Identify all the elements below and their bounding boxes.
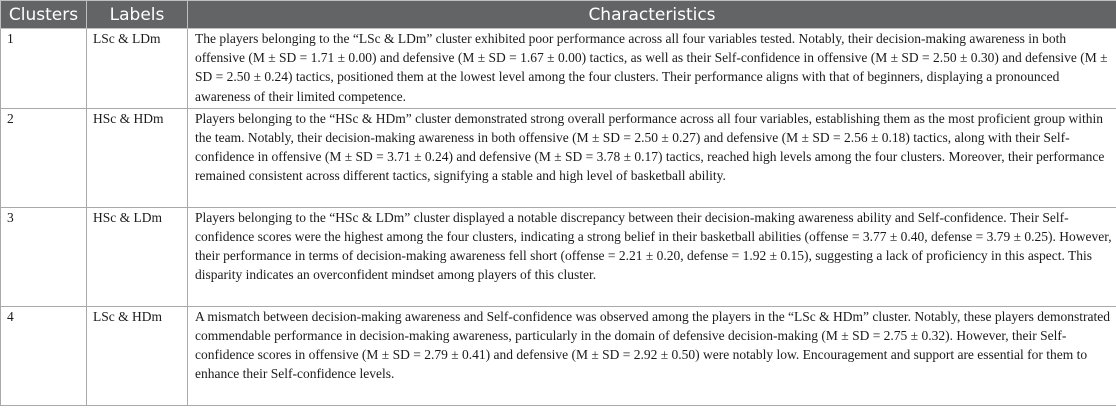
cluster-id: 1: [1, 29, 87, 109]
cluster-characteristics: Players belonging to the “HSc & HDm” cluster demonstrated strong overall performance across all four variables, establishing them as the most proficient group within the team. Notably, their decision-making awareness in both offensive (M ± SD = 2.50 ± 0.27) and defensive (M ± SD = 2.56 ± 0.18) tactics, along with their Self-confidence in offensive (M ± SD = 3.71 ± 0.24) and defensive (M ± SD = 3.78 ± 0.17) tactics, reached high levels among the four clusters. Moreover, their performance remained consistent across different tactics, signifying a stable and high level of basketball ability.: [188, 108, 1116, 207]
cluster-id: 4: [1, 306, 87, 405]
header-characteristics: Characteristics: [188, 1, 1116, 29]
table-row: [1, 207, 1116, 306]
cluster-characteristics: The players belonging to the “LSc & LDm” cluster exhibited poor performance across all four variables tested. Notably, their decision-making awareness in both offensive (M ± SD = 1.71 ± 0.00) and defensive (M ± SD = 1.67 ± 0.00) tactics, as well as their Self-confidence in offensive (M ± SD = 2.50 ± 0.30) and defensive (M ± SD = 2.50 ± 0.24) tactics, positioned them at the lowest level among the four clusters. Their performance aligns with that of beginners, displaying a pronounced awareness of their limited competence.: [188, 29, 1116, 109]
cluster-characteristics: A mismatch between decision-making awareness and Self-confidence was observed among the players in the “LSc & HDm” cluster. Notably, these players demonstrated commendable performance in decision-making awareness, particularly in the domain of defensive decision-making (M ± SD = 2.75 ± 0.32). However, their Self-confidence scores in offensive (M ± SD = 2.79 ± 0.41) and defensive (M ± SD = 2.92 ± 0.50) were notably low. Encouragement and support are essential for them to enhance their Self-confidence levels.: [188, 306, 1116, 405]
header-labels: Labels: [87, 1, 188, 29]
cluster-id: 2: [1, 108, 87, 207]
table-row: [1, 29, 1116, 109]
cluster-id: 3: [1, 207, 87, 306]
header-row: [1, 1, 1116, 29]
cluster-label: LSc & HDm: [87, 306, 188, 405]
cluster-label: HSc & LDm: [87, 207, 188, 306]
cluster-label: LSc & LDm: [87, 29, 188, 109]
cluster-characteristics: Players belonging to the “HSc & LDm” cluster displayed a notable discrepancy between their decision-making awareness ability and Self-confidence. Their Self-confidence scores were the highest among the four clusters, indicating a strong belief in their basketball abilities (offense = 3.77 ± 0.40, defense = 3.79 ± 0.25). However, their performance in terms of decision-making awareness fell short (offense = 2.21 ± 0.20, defense = 1.92 ± 0.15), suggesting a lack of proficiency in this aspect. This disparity indicates an overconfident mindset among players of this cluster.: [188, 207, 1116, 306]
header-clusters: Clusters: [1, 1, 87, 29]
table-row: [1, 306, 1116, 405]
cluster-label: HSc & HDm: [87, 108, 188, 207]
table-row: [1, 108, 1116, 207]
